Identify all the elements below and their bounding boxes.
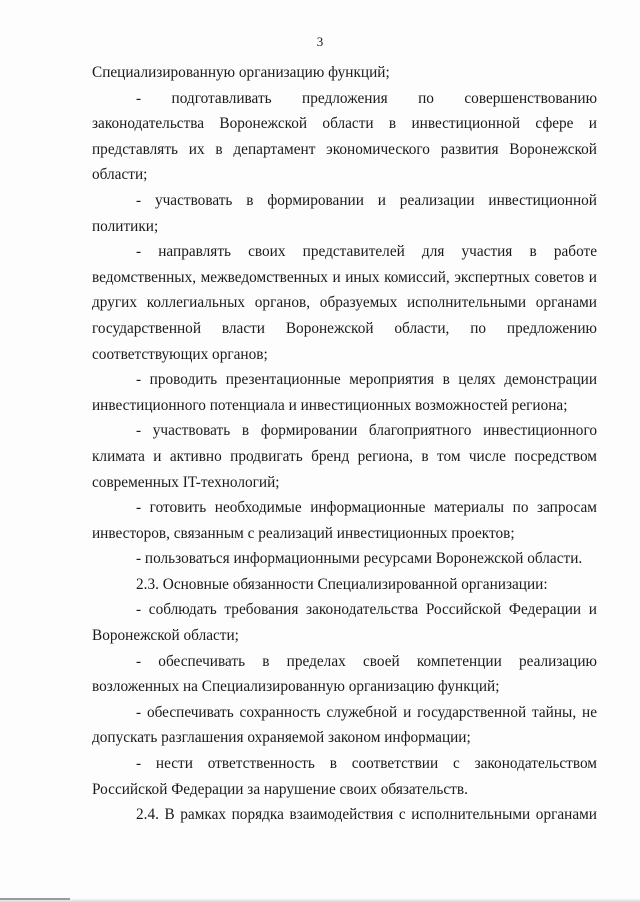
list-item-responsibility: - нести ответственность в соответствии с законодательством Российской Федерации за нарушение своих обязательств. bbox=[92, 755, 597, 798]
list-item-information-materials: - готовить необходимые информационные материалы по запросам инвесторов, связанным с реализаций инвестиционных проектов; bbox=[92, 499, 597, 542]
section-heading-2-4: 2.4. В рамках порядка взаимодействия с исполнительными органами bbox=[136, 806, 597, 824]
section-heading-2-3: 2.3. Основные обязанности Специализированной организации: bbox=[136, 575, 548, 593]
scan-edge bbox=[0, 898, 640, 902]
document-body bbox=[92, 60, 597, 828]
list-item-investment-climate: - участвовать в формировании благоприятного инвестиционного климата и активно продвигать бренд региона, в том числе посредством современных IT-технологий; bbox=[92, 422, 597, 491]
list-item-send-representatives: - направлять своих представителей для участия в работе ведомственных, межведомственных и иных комиссий, экспертных советов и других коллегиальных органов, образуемых исполнительными органами государственной власти Воронежской области, по предложению соответствующих органов; bbox=[92, 243, 597, 363]
list-item-presentations: - проводить презентационные мероприятия в целях демонстрации инвестиционного потенциала и инвестиционных возможностей региона; bbox=[92, 371, 597, 414]
paragraph-continuation: Специализированную организацию функций; bbox=[92, 64, 390, 81]
list-item-ensure-functions: - обеспечивать в пределах своей компетенции реализацию возложенных на Специализированную организацию функций; bbox=[92, 652, 597, 696]
list-item-secrecy: - обеспечивать сохранность служебной и государственной тайны, не допускать разглашения охраняемой законом информации; bbox=[92, 703, 597, 747]
page-number: 3 bbox=[316, 34, 324, 49]
list-item-investment-policy: - участвовать в формировании и реализации инвестиционной политики; bbox=[92, 191, 597, 235]
list-item-information-resources: - пользоваться информационными ресурсами Воронежской области. bbox=[136, 550, 583, 568]
scan-mark bbox=[0, 898, 70, 900]
list-item-prepare-proposals: - подготавливать предложения по совершенствованию законодательства Воронежской области в инвестиционной сфере и представлять их в департамент экономического развития Воронежской области; bbox=[92, 89, 597, 184]
list-item-comply-legislation: - соблюдать требования законодательства Российской Федерации и Воронежской области; bbox=[92, 601, 597, 645]
